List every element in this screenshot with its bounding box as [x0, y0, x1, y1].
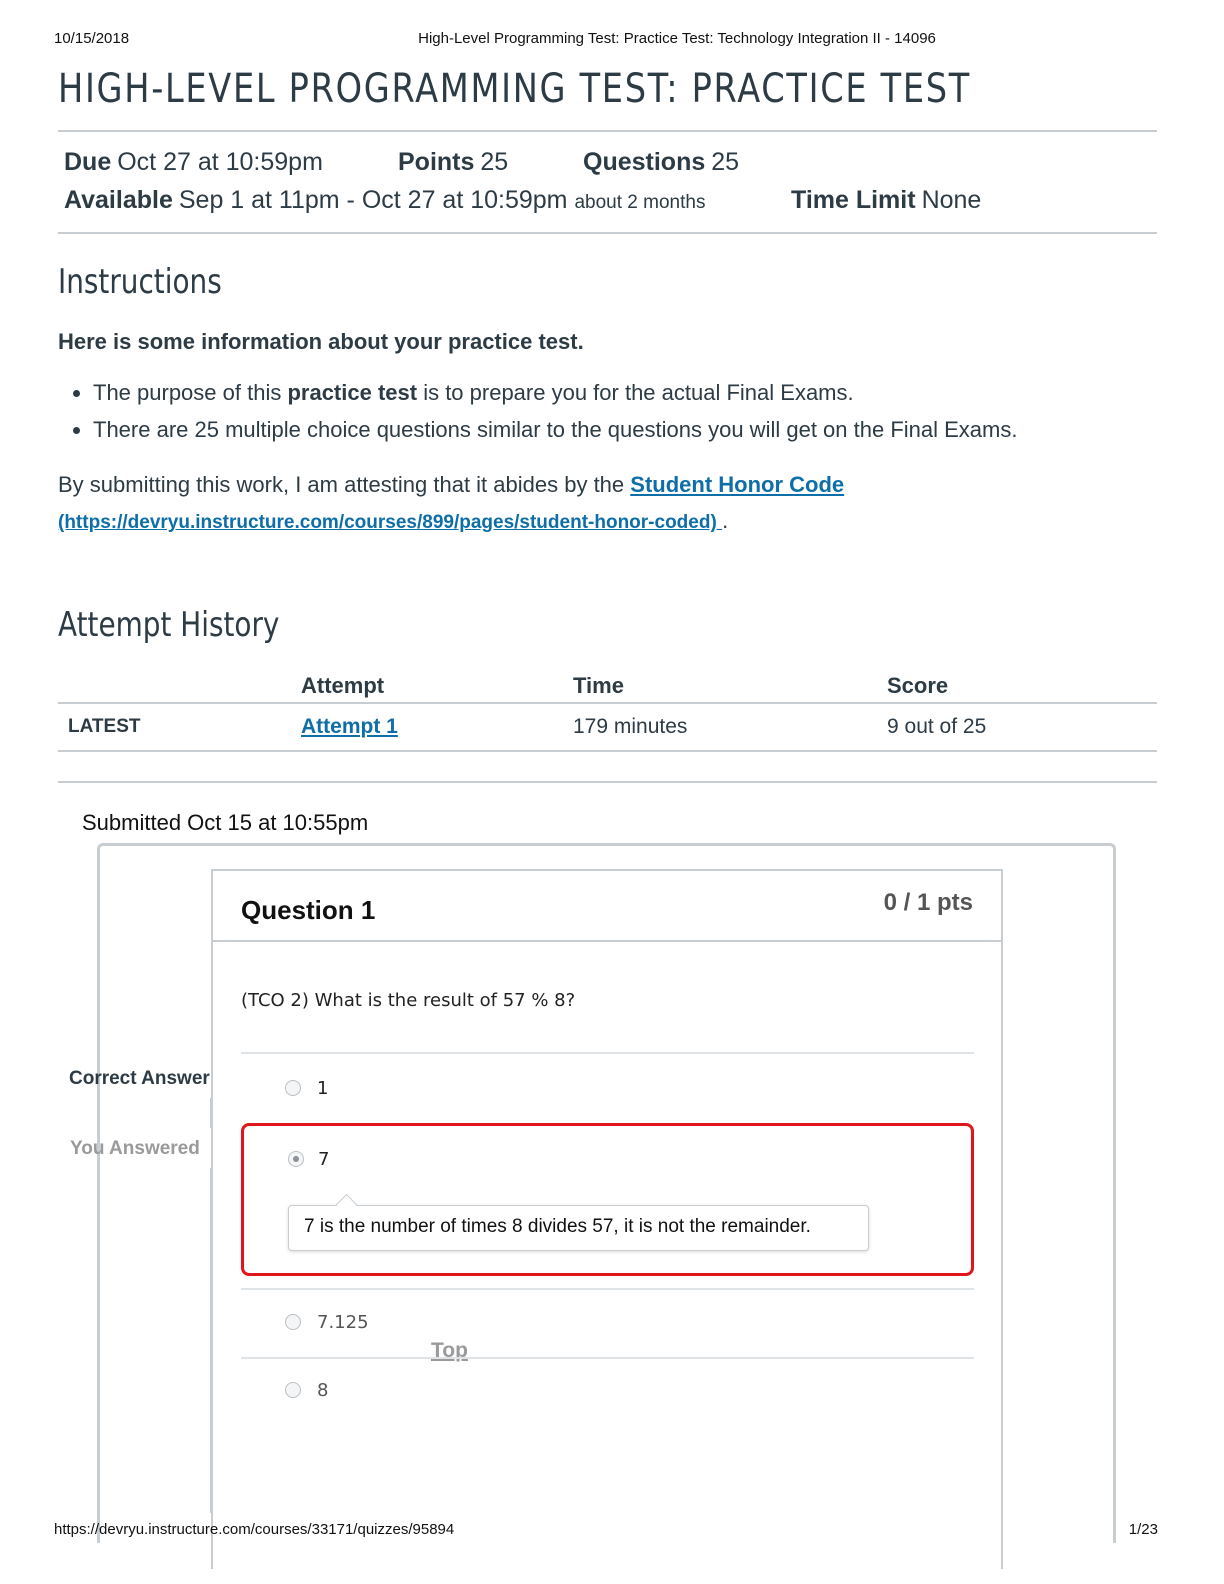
attempt-score: 9 out of 25 [877, 703, 1157, 751]
correct-answer-label: Correct Answer [69, 1068, 210, 1089]
answer-option-text: 1 [317, 1078, 329, 1099]
page-title: HIGH-LEVEL PROGRAMMING TEST: PRACTICE TEST [58, 66, 971, 112]
title-divider [58, 130, 1157, 132]
print-url: https://devryu.instructure.com/courses/33171/quizzes/95894 [54, 1521, 455, 1538]
column-header: Score [877, 670, 1157, 703]
due-label: Due [64, 148, 112, 176]
due-detail [64, 148, 323, 177]
column-header [58, 670, 291, 703]
instructions-heading: Instructions [58, 262, 222, 302]
question-title: Question 1 [241, 895, 376, 925]
table-row [58, 703, 1157, 751]
question-points: 0 / 1 pts [883, 889, 973, 916]
instruction-item: • The purpose of this practice test is to prepare you for the actual Final Exams. [93, 380, 1017, 406]
column-header: Time [563, 670, 877, 703]
answer-comment [288, 1205, 869, 1251]
comment-pointer [336, 1194, 357, 1215]
points-detail [398, 148, 508, 177]
due-value: Oct 27 at 10:59pm [117, 148, 323, 176]
points-value: 25 [480, 148, 509, 176]
latest-tag: LATEST [58, 703, 291, 751]
instruction-item: • There are 25 multiple choice questions similar to the questions you will get on the Final Exams. [93, 417, 1017, 443]
table-header-row [58, 670, 1157, 703]
attempt-history-table [58, 670, 1157, 752]
answer-option-text: 8 [317, 1380, 329, 1401]
honor-code-link[interactable]: Student Honor Code [630, 472, 845, 497]
available-label: Available [64, 186, 173, 214]
answer-radio[interactable] [285, 1382, 301, 1398]
instructions-list [58, 380, 1017, 454]
answer-radio[interactable] [285, 1314, 301, 1330]
details-divider [58, 232, 1157, 234]
honor-statement: By submitting this work, I am attesting that it abides by the Student Honor Code (https://devryu.instructure.com/courses/899/pages/student-honor-coded) . [58, 472, 845, 533]
print-date: 10/15/2018 [54, 30, 130, 47]
time-limit-detail [791, 186, 981, 215]
submitted-timestamp: Submitted Oct 15 at 10:55pm [82, 810, 369, 835]
print-page-title: High-Level Programming Test: Practice Test: Technology Integration II - 14096 [418, 30, 936, 47]
attempt-link[interactable]: Attempt 1 [301, 715, 398, 738]
label-connector [97, 1168, 100, 1513]
questions-detail [583, 148, 739, 177]
top-link[interactable]: Top [431, 1339, 468, 1362]
you-answered-label: You Answered [70, 1138, 200, 1159]
selected-answer-box [241, 1123, 974, 1276]
instructions-intro: Here is some information about your practice test. [58, 329, 584, 354]
answer-divider [241, 1052, 974, 1054]
available-detail [64, 186, 705, 215]
print-page-number: 1/23 [1128, 1521, 1158, 1538]
question-text: (TCO 2) What is the result of 57 % 8? [241, 990, 576, 1011]
answer-comment-text: 7 is the number of times 8 divides 57, it is not the remainder. [304, 1216, 811, 1237]
points-label: Points [398, 148, 475, 176]
label-connector [97, 1098, 100, 1128]
column-header: Attempt [291, 670, 563, 703]
question-card [211, 869, 1003, 1569]
available-note: about 2 months [574, 192, 706, 213]
answer-option-text: 7.125 [317, 1312, 369, 1333]
time-limit-label: Time Limit [791, 186, 916, 214]
questions-value: 25 [711, 148, 740, 176]
answer-option-text: 7 [318, 1149, 330, 1170]
answer-divider [241, 1357, 974, 1359]
answer-radio[interactable] [285, 1080, 301, 1096]
available-value: Sep 1 at 11pm - Oct 27 at 10:59pm [178, 186, 568, 214]
time-limit-value: None [921, 186, 982, 214]
attempt-time: 179 minutes [563, 703, 877, 751]
attempt-history-heading: Attempt History [58, 605, 280, 645]
answer-radio-selected[interactable] [288, 1151, 304, 1167]
honor-code-url-link[interactable]: (https://devryu.instructure.com/courses/899/pages/student-honor-coded) [58, 512, 723, 533]
answer-divider [241, 1288, 974, 1290]
history-divider [58, 781, 1157, 783]
question-header [213, 871, 1001, 942]
questions-label: Questions [583, 148, 706, 176]
